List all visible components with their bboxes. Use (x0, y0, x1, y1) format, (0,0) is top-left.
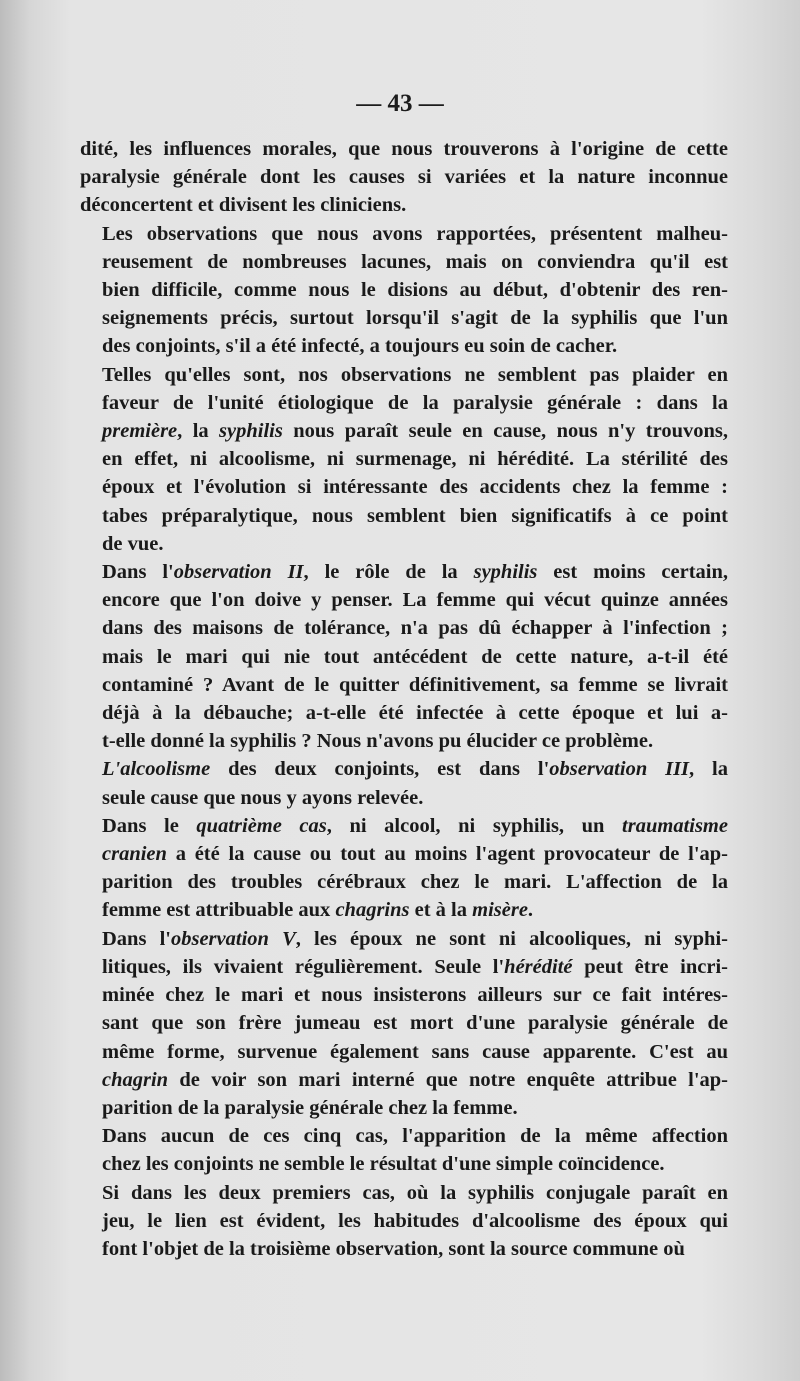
text-line: parition des troubles cérébraux chez le mari. L'affection de la (102, 871, 728, 894)
text-line: même forme, survenue également sans cause apparente. C'est au (102, 1040, 728, 1063)
text-line: en effet, ni alcoolisme, ni surmenage, ni hérédité. La stérilité des (102, 448, 728, 471)
text-line: des conjoints, s'il a été infecté, a toujours eu soin de cacher. (102, 335, 618, 358)
text-line: seignements précis, surtout lorsqu'il s'agit de la syphilis que l'un (102, 307, 728, 330)
text-line: de vue. (102, 532, 164, 555)
paragraph (80, 135, 728, 220)
text-line: sant que son frère jumeau est mort d'une paralysie générale de (102, 1012, 728, 1035)
text-line: paralysie générale dont les causes si variées et la nature inconnue (80, 166, 728, 189)
text-line: première, la syphilis nous paraît seule en cause, nous n'y trouvons, (102, 420, 728, 443)
text-line: L'alcoolisme des deux conjoints, est dans l'observation III, la (102, 758, 728, 781)
text-line: Dans le quatrième cas, ni alcool, ni syphilis, un traumatisme (102, 814, 728, 837)
text-line: époux et l'évolution si intéressante des accidents chez la femme : (102, 476, 728, 499)
text-line: Dans l'observation II, le rôle de la syphilis est moins certain, (102, 561, 729, 584)
text-line: Telles qu'elles sont, nos observations ne semblent pas plaider en (102, 363, 728, 386)
paragraph (80, 925, 728, 1122)
text-line: déjà à la débauche; a-t-elle été infectée à cette époque et lui a- (102, 702, 728, 725)
text-line: seule cause que nous y ayons relevée. (102, 786, 424, 809)
paragraph (80, 1122, 728, 1178)
text-line: font l'objet de la troisième observation, sont la source commune où (102, 1237, 685, 1260)
text-line: femme est attribuable aux chagrins et à la misère. (102, 899, 534, 922)
text-line: tabes préparalytique, nous semblent bien significatifs à ce point (102, 504, 728, 527)
paragraph (80, 558, 728, 755)
page-number: — 43 — (356, 90, 444, 117)
paragraph (80, 220, 728, 361)
paragraph (80, 755, 728, 811)
text-line: mais le mari qui nie tout antécédent de cette nature, a-t-il été (102, 645, 728, 668)
text-line: t-elle donné la syphilis ? Nous n'avons pu élucider ce problème. (102, 730, 654, 753)
text-line: cranien a été la cause ou tout au moins l'agent provocateur de l'ap- (102, 843, 728, 866)
text-line: parition de la paralysie générale chez la femme. (102, 1096, 518, 1119)
text-line: contaminé ? Avant de le quitter définitivement, sa femme se livrait (102, 673, 728, 696)
text-line: déconcertent et divisent les cliniciens. (80, 194, 407, 217)
text-line: Si dans les deux premiers cas, où la syphilis conjugale paraît en (102, 1181, 728, 1204)
paragraph (80, 812, 728, 925)
text-line: reusement de nombreuses lacunes, mais on conviendra qu'il est (102, 250, 728, 273)
text-line: Dans aucun de ces cinq cas, l'apparition de la même affection (102, 1125, 728, 1148)
paragraph (80, 1179, 728, 1264)
body-text (80, 135, 728, 1263)
text-line: jeu, le lien est évident, les habitudes d'alcoolisme des époux qui (102, 1209, 728, 1232)
text-line: Dans l'observation V, les époux ne sont ni alcooliques, ni syphi- (102, 927, 728, 950)
text-line: encore que l'on doive y penser. La femme qui vécut quinze années (102, 589, 728, 612)
text-line: Les observations que nous avons rapportées, présentent malheu- (102, 222, 728, 245)
text-line: minée chez le mari et nous insisterons ailleurs sur ce fait intéres- (102, 984, 728, 1007)
text-line: chez les conjoints ne semble le résultat d'une simple coïncidence. (102, 1153, 665, 1176)
text-line: dité, les influences morales, que nous trouverons à l'origine de cette (80, 138, 728, 160)
text-line: faveur de l'unité étiologique de la paralysie générale : dans la (102, 391, 728, 414)
text-line: bien difficile, comme nous le disions au début, d'obtenir des ren- (102, 279, 728, 302)
text-line: dans des maisons de tolérance, n'a pas dû échapper à l'infection ; (102, 617, 728, 640)
paragraph (80, 361, 728, 558)
text-line: litiques, ils vivaient régulièrement. Seule l'hérédité peut être incri- (102, 955, 728, 978)
text-line: chagrin de voir son mari interné que notre enquête attribue l'ap- (102, 1068, 728, 1091)
